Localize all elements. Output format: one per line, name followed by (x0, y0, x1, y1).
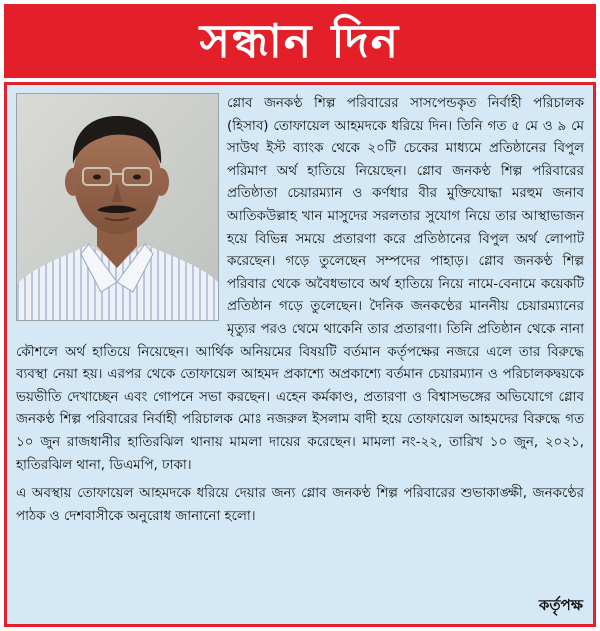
person-photo (16, 93, 219, 321)
notice-banner (4, 4, 596, 78)
person-portrait-icon (17, 94, 218, 320)
notice-signature: কর্তৃপক্ষ (538, 596, 583, 614)
notice-content (16, 93, 584, 528)
banner-title: সন্ধান দিন (199, 14, 401, 68)
notice-paragraph-2: এ অবস্থায় তোফায়েল আহমদকে ধরিয়ে দেয়ার জন্য গ্লোব জনকণ্ঠ শিল্প পরিবারের শুভাকাঙ্ক্ষী, জনকণ্ঠের পাঠক ও দেশবাসীকে অনুরোধ জানানো হলো। (16, 486, 584, 524)
notice-paragraph-1: গ্লোব জনকণ্ঠ শিল্প পরিবারের সাসপেন্ডকৃত নির্বাহী পরিচালক (হিসাব) তোফায়েল আহমদকে ধরিয়ে দিন। তিনি গত ৫ মে ও ৯ মে সাউথ ইস্ট ব্যাংক থেকে ২০টি চেকের মাধ্যমে প্রতিষ্ঠানের বিপুল পরিমাণ অর্থ হাতিয়ে নিয়েছেন। গ্লোব জনকণ্ঠ শিল্প পরিবারের প্রতিষ্ঠাতা চেয়ারম্যান ও কর্ণধার বীর মুক্তিযোদ্ধা মরহুম জনাব আতিকউল্লাহ খান মাসুদের সরলতার সুযোগ নিয়ে তার আস্থাভাজন হয়ে বিভিন্ন সময়ে প্রতারণা করে প্রতিষ্ঠানের বিপুল অর্থ লোপাট করেছেন। গড়ে তুলেছেন সম্পদের পাহাড়। গ্লোব জনকণ্ঠ শিল্প পরিবার থেকে অবৈধভাবে অর্থ হাতিয়ে নিয়ে নামে-বেনামে কয়েকটি প্রতিষ্ঠান গড়ে তুলেছেন। দৈনিক জনকণ্ঠের মাননীয় চেয়ারম্যানের মৃত্যুর পরও থেমে থাকেনি তার প্রতারণা। তিনি প্রতিষ্ঠান থেকে নানা কৌশলে অর্থ হাতিয়ে নিয়েছেন। আর্থিক অনিয়মের বিষয়টি বর্তমান কর্তৃপক্ষের নজরে এলে তার বিরুদ্ধে ব্যবস্থা নেয়া হয়। এরপর থেকে তোফায়েল আহমদ প্রকাশ্যে অপ্রকাশ্যে বর্তমান চেয়ারম্যান ও পরিচালকদ্বয়কে ভয়ভীতি দেখাচ্ছেন এবং গোপনে সভা করছেন। এহেন কর্মকাণ্ড, প্রতারণা ও বিশ্বাসভঙ্গের অভিযোগে গ্লোব জনকণ্ঠ শিল্প পরিবারের নির্বাহী পরিচালক মোঃ নজরুল ইসলাম বাদী হয়ে তোফায়েল আহমদের বিরুদ্ধে গত ১০ জুন রাজধানীর হাতিরঝিল থানায় মামলা দায়ের করেছেন। মামলা নং-২২, তারিখ ১০ জুন, ২০২১, হাতিরঝিল থানা, ডিএমপি, ঢাকা। (16, 96, 584, 473)
notice-body-frame (4, 82, 596, 627)
